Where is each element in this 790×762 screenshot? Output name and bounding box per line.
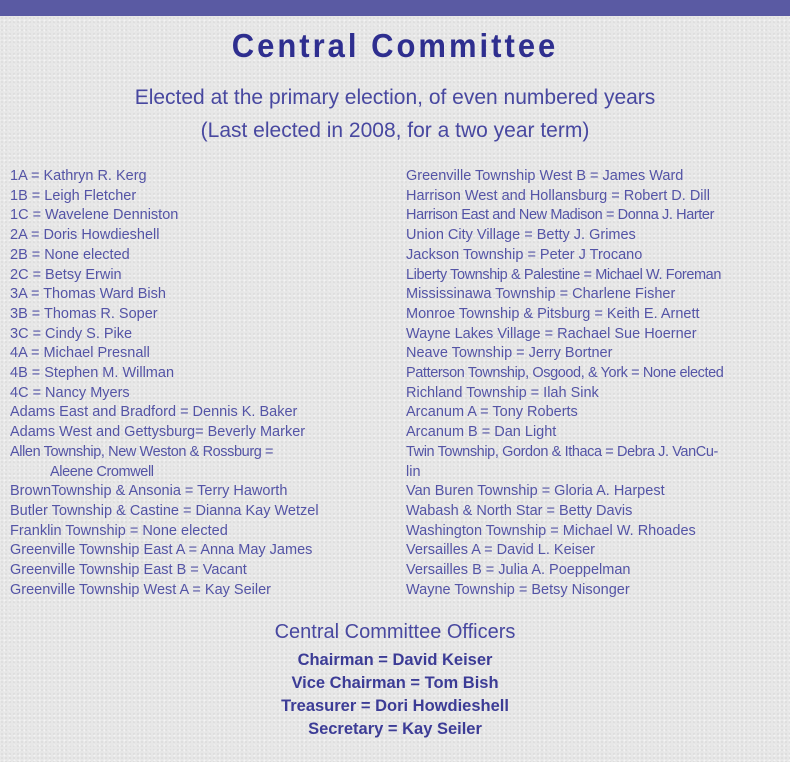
- officer-chairman: Chairman = David Keiser: [297, 651, 493, 669]
- committee-entry: BrownTownship & Ansonia = Terry Haworth: [10, 483, 288, 500]
- officers-list: [0, 649, 790, 741]
- committee-entry: Adams East and Bradford = Dennis K. Baker: [10, 404, 298, 421]
- officer-treasurer: Treasurer = Dori Howdieshell: [281, 697, 509, 715]
- committee-entry: 1A = Kathryn R. Kerg: [10, 168, 147, 184]
- committee-entry: 1B = Leigh Fletcher: [10, 187, 137, 204]
- committee-entry: Butler Township & Castine = Dianna Kay Wetzel: [10, 502, 319, 519]
- committee-entry: 4B = Stephen M. Willman: [10, 365, 175, 382]
- officer-secretary: Secretary = Kay Seiler: [308, 720, 482, 738]
- committee-entry: Van Buren Township = Gloria A. Harpest: [406, 483, 665, 500]
- committee-entry: 1C = Wavelene Denniston: [10, 207, 179, 224]
- committee-entry: Harrison East and New Madison = Donna J. Harter: [406, 207, 715, 224]
- committee-entry: 3C = Cindy S. Pike: [10, 325, 133, 342]
- committee-entry: Mississinawa Township = Charlene Fisher: [406, 286, 676, 303]
- committee-entry: Adams West and Gettysburg= Beverly Marker: [10, 424, 306, 441]
- committee-entry: 2C = Betsy Erwin: [10, 266, 122, 283]
- committee-entry: Harrison West and Hollansburg = Robert D. Dill: [406, 187, 710, 204]
- right-committee-column: [406, 167, 790, 600]
- committee-entry: Patterson Township, Osgood, & York = None elected: [406, 365, 724, 382]
- committee-entry: 2A = Doris Howdieshell: [10, 227, 160, 244]
- committee-entry: Washington Township = Michael W. Rhoades: [406, 522, 696, 539]
- committee-entry: 4C = Nancy Myers: [10, 384, 130, 401]
- committee-entry: Wabash & North Star = Betty Davis: [406, 502, 633, 519]
- top-banner-bar: [0, 0, 790, 16]
- committee-entry: Arcanum A = Tony Roberts: [406, 404, 578, 421]
- committee-entry: Franklin Township = None elected: [10, 522, 228, 539]
- committee-entry: Greenville Township West A = Kay Seiler: [10, 581, 271, 598]
- committee-entry: Greenville Township East A = Anna May James: [10, 542, 313, 559]
- subtitle-line-2: (Last elected in 2008, for a two year term): [200, 119, 590, 142]
- committee-entry: Wayne Lakes Village = Rachael Sue Hoerner: [406, 325, 697, 342]
- committee-entry: Allen Township, New Weston & Rossburg =: [10, 443, 274, 460]
- left-committee-column: [10, 167, 395, 600]
- committee-entry: 3A = Thomas Ward Bish: [10, 286, 166, 303]
- committee-entry: Liberty Township & Palestine = Michael W. Foreman: [406, 266, 721, 283]
- committee-entry: Versailles A = David L. Keiser: [406, 542, 596, 559]
- committee-entry: Union City Village = Betty J. Grimes: [406, 227, 636, 244]
- committee-entry: Twin Township, Gordon & Ithaca = Debra J. VanCu-: [406, 443, 718, 460]
- committee-entry: 4A = Michael Presnall: [10, 345, 150, 362]
- committee-entry: Arcanum B = Dan Light: [406, 424, 557, 441]
- committee-entry: 2B = None elected: [10, 246, 130, 263]
- committee-entry: 3B = Thomas R. Soper: [10, 305, 158, 322]
- committee-entry: Jackson Township = Peter J Trocano: [406, 246, 643, 263]
- page-title: Central Committee: [231, 26, 559, 65]
- committee-entry: Greenville Township East B = Vacant: [10, 562, 247, 579]
- officer-vice-chairman: Vice Chairman = Tom Bish: [291, 674, 499, 692]
- committee-entry: Richland Township = Ilah Sink: [406, 384, 599, 401]
- committee-entry-continued: Aleene Cromwell: [50, 463, 154, 480]
- officers-heading: Central Committee Officers: [274, 621, 516, 643]
- committee-entry: Neave Township = Jerry Bortner: [406, 345, 613, 362]
- committee-entry: Wayne Township = Betsy Nisonger: [406, 581, 630, 598]
- committee-entry-continued: lin: [406, 463, 421, 480]
- committee-entry: Monroe Township & Pitsburg = Keith E. Arnett: [406, 305, 700, 322]
- committee-entry: Versailles B = Julia A. Poeppelman: [406, 562, 631, 579]
- committee-entry: Greenville Township West B = James Ward: [406, 168, 684, 184]
- subtitle-line-1: Elected at the primary election, of even numbered years: [134, 86, 656, 109]
